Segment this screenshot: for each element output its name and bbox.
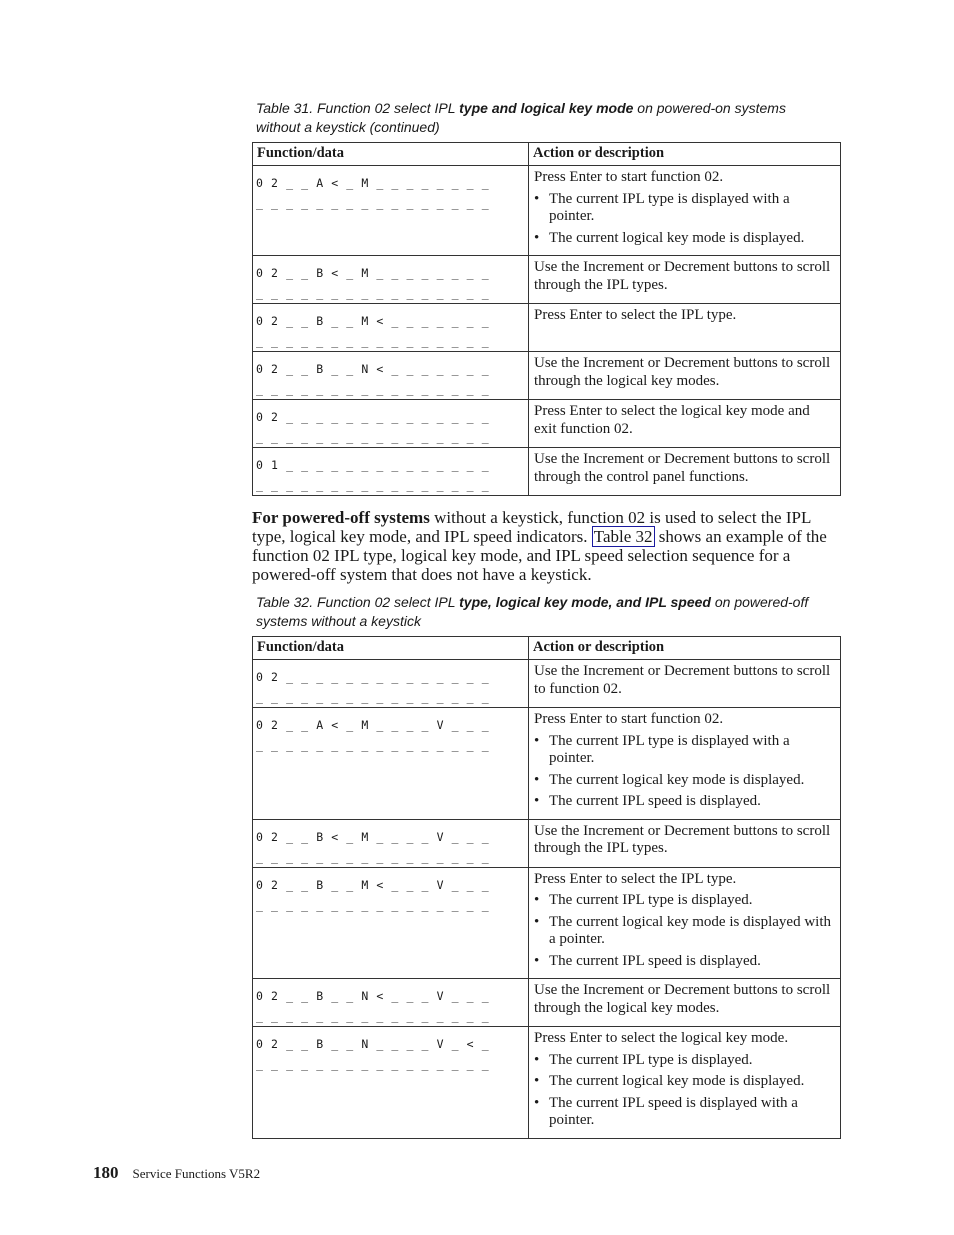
- table-header-row: [253, 637, 841, 660]
- display-line: _ _ _ _ _ _ _ _ _ _ _ _ _ _ _ _: [256, 738, 490, 752]
- bullet-text: The current IPL type is displayed with a pointer.: [549, 190, 790, 224]
- display-line: _ _ _ _ _ _ _ _ _ _ _ _ _ _ _ _: [256, 849, 490, 864]
- function-data-cell: [253, 1027, 529, 1139]
- display-line: _ _ _ _ _ _ _ _ _ _ _ _ _ _ _ _: [256, 897, 490, 912]
- action-cell: [529, 660, 841, 708]
- display-line: _ _ _ _ _ _ _ _ _ _ _ _ _ _ _ _: [256, 196, 490, 210]
- display-line: _ _ _ _ _ _ _ _ _ _ _ _ _ _ _ _: [256, 334, 490, 348]
- display-line: 0 2 _ _ B < _ M _ _ _ _ _ _ _ _: [256, 266, 490, 280]
- function-data-cell: [253, 166, 529, 256]
- display-line: 0 2 _ _ B _ _ N _ _ _ _ V _ < _: [256, 1037, 490, 1051]
- bullet-list: [534, 733, 835, 811]
- action-text: Press Enter to select the IPL type.: [534, 307, 737, 323]
- panel-display: [253, 1027, 528, 1074]
- bullet-item: [534, 772, 835, 790]
- book-title: Service Functions V5R2: [132, 1166, 261, 1181]
- function-data-cell: [253, 256, 529, 304]
- caption-text: Table 31. Function 02 select IPL: [256, 100, 460, 116]
- table-row: [253, 979, 841, 1027]
- column-header-action: Action or description: [529, 143, 841, 166]
- display-line: _ _ _ _ _ _ _ _ _ _ _ _ _ _ _ _: [256, 430, 490, 444]
- panel-display: [253, 660, 528, 707]
- paragraph-lead: For powered-off systems: [252, 508, 430, 527]
- panel-display: [253, 304, 528, 351]
- bullet-text: The current IPL type is displayed.: [549, 1051, 753, 1068]
- table-row: [253, 304, 841, 352]
- table-row: [253, 1027, 841, 1139]
- table-row: [253, 708, 841, 820]
- table-row: [253, 256, 841, 304]
- function-data-cell: [253, 660, 529, 708]
- bullet-item: [534, 892, 835, 910]
- table-header-row: [253, 143, 841, 166]
- bullet-list: [534, 191, 835, 248]
- panel-display: [253, 166, 528, 213]
- bullet-text: The current IPL speed is displayed.: [549, 793, 761, 809]
- bullet-text: The current IPL type is displayed with a pointer.: [549, 732, 790, 766]
- bullet-icon: •: [534, 913, 540, 930]
- display-line: _ _ _ _ _ _ _ _ _ _ _ _ _ _ _ _: [256, 382, 490, 396]
- action-text: Press Enter to select the logical key mode and exit function 02.: [534, 403, 810, 437]
- table-row: [253, 448, 841, 496]
- bullet-item: [534, 191, 835, 226]
- action-text: Use the Increment or Decrement buttons to scroll through the logical key modes.: [534, 982, 831, 1016]
- function-data-cell: [253, 352, 529, 400]
- paragraph-text: shows an example of the function 02 IPL type, logical key mode, and IPL speed selection sequence for a powered-off system that does not have a keystick.: [252, 527, 827, 584]
- bullet-item: [534, 230, 835, 248]
- caption-text: on powered-off systems without a keystick: [256, 594, 809, 629]
- action-text: Press Enter to select the IPL type.: [534, 870, 737, 887]
- action-cell: [529, 867, 841, 979]
- action-cell: [529, 448, 841, 496]
- bullet-icon: •: [534, 229, 540, 246]
- caption-bold-text: type and logical key mode: [459, 100, 634, 116]
- action-text: Use the Increment or Decrement buttons to scroll through the IPL types.: [534, 259, 831, 293]
- panel-display: [253, 256, 528, 303]
- display-line: _ _ _ _ _ _ _ _ _ _ _ _ _ _ _ _: [256, 690, 490, 704]
- table-row: [253, 166, 841, 256]
- bullet-text: The current IPL speed is displayed.: [549, 952, 761, 969]
- bullet-icon: •: [534, 793, 540, 809]
- panel-display: [253, 352, 528, 399]
- panel-display: [253, 448, 528, 495]
- bullet-text: The current logical key mode is displayed.: [549, 1073, 805, 1089]
- action-text: Use the Increment or Decrement buttons to scroll through the IPL types.: [534, 822, 831, 856]
- caption-text: on powered-on systems without a keystick (continued): [256, 100, 786, 135]
- table-32-caption: [256, 593, 826, 631]
- bullet-icon: •: [534, 1094, 540, 1111]
- action-cell: [529, 400, 841, 448]
- bullet-icon: •: [534, 190, 540, 207]
- caption-bold-text: type, logical key mode, and IPL speed: [459, 594, 711, 610]
- page-footer: [93, 1163, 260, 1183]
- bullet-text: The current IPL speed is displayed with a pointer.: [549, 1094, 798, 1128]
- table-31: [252, 142, 841, 496]
- bullet-item: [534, 953, 835, 971]
- page-number: 180: [93, 1163, 119, 1182]
- action-cell: [529, 819, 841, 867]
- action-text: Use the Increment or Decrement buttons to scroll through the logical key modes.: [534, 355, 831, 389]
- bullet-item: [534, 1073, 835, 1091]
- bullet-item: [534, 1095, 835, 1130]
- action-text: Press Enter to start function 02.: [534, 169, 724, 185]
- panel-display: [253, 400, 528, 447]
- table-row: [253, 400, 841, 448]
- column-header-function-data: Function/data: [253, 143, 529, 166]
- table-32: [252, 636, 841, 1139]
- display-line: 0 2 _ _ B _ _ N < _ _ _ V _ _ _: [256, 989, 490, 1003]
- bullet-list: [534, 1052, 835, 1130]
- display-line: _ _ _ _ _ _ _ _ _ _ _ _ _ _ _ _: [256, 1057, 490, 1071]
- display-line: 0 2 _ _ B _ _ M < _ _ _ _ _ _ _: [256, 314, 490, 328]
- action-cell: [529, 256, 841, 304]
- bullet-icon: •: [534, 771, 540, 788]
- action-cell: [529, 1027, 841, 1139]
- bullet-icon: •: [534, 952, 540, 969]
- display-line: 0 2 _ _ _ _ _ _ _ _ _ _ _ _ _ _: [256, 670, 490, 684]
- bullet-text: The current logical key mode is displayed with a pointer.: [549, 913, 832, 947]
- display-line: 0 2 _ _ A < _ M _ _ _ _ V _ _ _: [256, 718, 490, 732]
- bullet-icon: •: [534, 1073, 540, 1089]
- action-text: Press Enter to select the logical key mode.: [534, 1030, 789, 1046]
- panel-display: [253, 979, 528, 1026]
- column-header-action: Action or description: [529, 637, 841, 660]
- function-data-cell: [253, 867, 529, 979]
- paragraph-text: without a keystick, function 02 is used to select the IPL type, logical key mode, and IPL speed indicators.: [252, 508, 811, 546]
- function-data-cell: [253, 979, 529, 1027]
- bullet-text: The current logical key mode is displayed.: [549, 771, 805, 788]
- display-line: _ _ _ _ _ _ _ _ _ _ _ _ _ _ _ _: [256, 1009, 490, 1023]
- display-line: 0 2 _ _ B _ _ M < _ _ _ V _ _ _: [256, 877, 490, 892]
- table-row: [253, 352, 841, 400]
- bullet-item: [534, 1052, 835, 1070]
- bullet-item: [534, 793, 835, 811]
- action-cell: [529, 352, 841, 400]
- action-cell: [529, 304, 841, 352]
- function-data-cell: [253, 819, 529, 867]
- function-data-cell: [253, 708, 529, 820]
- display-line: 0 2 _ _ B < _ M _ _ _ _ V _ _ _: [256, 829, 490, 844]
- body-paragraph: [252, 508, 844, 584]
- table-row: [253, 867, 841, 979]
- display-line: 0 2 _ _ _ _ _ _ _ _ _ _ _ _ _ _: [256, 410, 490, 424]
- bullet-text: The current IPL type is displayed.: [549, 892, 753, 908]
- function-data-cell: [253, 448, 529, 496]
- action-cell: [529, 708, 841, 820]
- display-line: 0 1 _ _ _ _ _ _ _ _ _ _ _ _ _ _: [256, 458, 490, 472]
- action-cell: [529, 979, 841, 1027]
- bullet-item: [534, 914, 835, 949]
- table-row: [253, 660, 841, 708]
- bullet-item: [534, 733, 835, 768]
- action-text: Use the Increment or Decrement buttons to scroll to function 02.: [534, 663, 831, 697]
- action-cell: [529, 166, 841, 256]
- function-data-cell: [253, 400, 529, 448]
- caption-text: Table 32. Function 02 select IPL: [256, 594, 460, 610]
- function-data-cell: [253, 304, 529, 352]
- bullet-list: [534, 892, 835, 970]
- column-header-function-data: Function/data: [253, 637, 529, 660]
- action-text: Press Enter to start function 02.: [534, 711, 724, 727]
- display-line: 0 2 _ _ A < _ M _ _ _ _ _ _ _ _: [256, 176, 490, 190]
- action-text: Use the Increment or Decrement buttons to scroll through the control panel functions.: [534, 451, 831, 485]
- panel-display: [253, 708, 528, 755]
- panel-display: [253, 820, 528, 867]
- display-line: _ _ _ _ _ _ _ _ _ _ _ _ _ _ _ _: [256, 478, 490, 492]
- table-31-caption: [256, 99, 826, 137]
- table-row: [253, 819, 841, 867]
- bullet-icon: •: [534, 892, 540, 908]
- panel-display: [253, 868, 528, 915]
- display-line: _ _ _ _ _ _ _ _ _ _ _ _ _ _ _ _: [256, 286, 490, 300]
- bullet-text: The current logical key mode is displayed.: [549, 229, 805, 246]
- display-line: 0 2 _ _ B _ _ N < _ _ _ _ _ _ _: [256, 362, 490, 376]
- bullet-icon: •: [534, 1051, 540, 1068]
- table-32-link[interactable]: Table 32: [593, 527, 653, 546]
- bullet-icon: •: [534, 732, 540, 749]
